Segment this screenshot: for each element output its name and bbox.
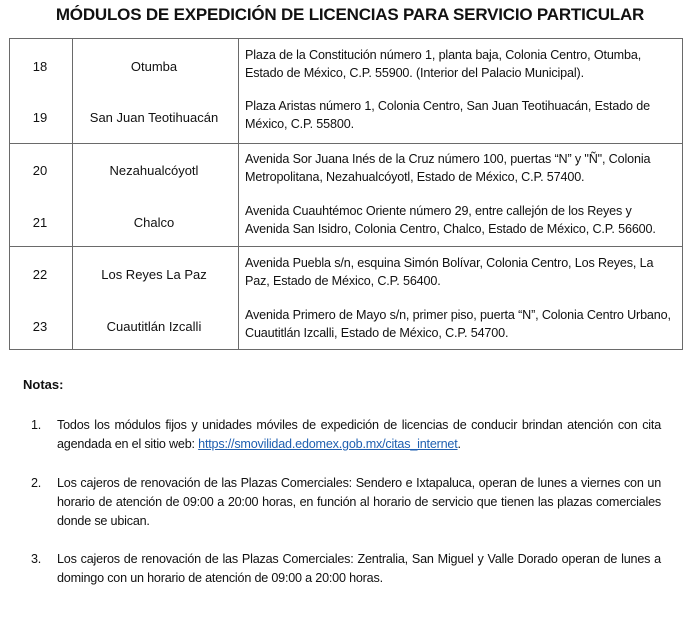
citas-link[interactable]: https://smovilidad.edomex.gob.mx/citas_internet: [198, 437, 458, 451]
note-number: 1.: [31, 418, 42, 432]
module-address: Plaza de la Constitución número 1, planta baja, Colonia Centro, Otumba, Estado de México, C.P. 55900. (Interior del Palacio Municipal).: [245, 48, 642, 80]
module-address: Avenida Puebla s/n, esquina Simón Bolívar, Colonia Centro, Los Reyes, La Paz, Estado de México, C.P. 56400.: [245, 256, 654, 288]
note-number: 3.: [31, 552, 42, 566]
table-row: [9, 248, 683, 300]
note-text-part: Todos los módulos fijos y unidades móviles de expedición de licencias de conducir brindan atención con cita agendada en el sitio web:: [57, 418, 661, 451]
module-number: 21: [32, 214, 48, 230]
note-number: 2.: [31, 476, 42, 490]
table-row: [9, 144, 683, 196]
municipality-name: Chalco: [133, 214, 175, 230]
note-item: [31, 474, 661, 531]
module-address: Avenida Sor Juana Inés de la Cruz número 100, puertas “N” y "Ñ", Colonia Metropolitana, Nezahualcóyotl, Estado de México, C.P. 57400.: [245, 152, 651, 184]
document-title: MÓDULOS DE EXPEDICIÓN DE LICENCIAS PARA SERVICIO PARTICULAR: [55, 5, 645, 24]
note-item: [31, 550, 661, 588]
module-number: 23: [32, 318, 48, 334]
note-text-part: .: [457, 437, 461, 451]
note-text: Los cajeros de renovación de las Plazas Comerciales: Zentralia, San Miguel y Valle Dorado operan de lunes a domingo con un horario de atención de 09:00 a 20:00 horas.: [57, 552, 661, 585]
table-row: [9, 91, 683, 143]
table-row: [9, 196, 683, 248]
municipality-name: Los Reyes La Paz: [101, 266, 207, 282]
table-row: [9, 40, 683, 92]
table-row: [9, 300, 683, 352]
module-number: 22: [32, 266, 48, 282]
municipality-name: Cuautitlán Izcalli: [106, 318, 202, 334]
module-address: Avenida Primero de Mayo s/n, primer piso, puerta “N”, Colonia Centro Urbano, Cuautitlán Izcalli, Estado de México, C.P. 54700.: [245, 308, 671, 340]
note-text: Los cajeros de renovación de las Plazas Comerciales: Sendero e Ixtapaluca, operan de lunes a viernes con un horario de atención de 09:00 a 20:00 horas, en función al horario de servicio que tienen las plazas comerciales donde se ubican.: [57, 476, 661, 528]
notes-heading: Notas:: [23, 377, 64, 392]
module-address: Avenida Cuauhtémoc Oriente número 29, entre callejón de los Reyes y Avenida San Isidro, Colonia Centro, Chalco, Estado de México, C.P. 56600.: [245, 204, 656, 236]
module-number: 19: [32, 109, 48, 125]
municipality-name: Nezahualcóyotl: [109, 162, 199, 178]
module-number: 18: [32, 58, 48, 74]
modules-table: [9, 38, 685, 350]
municipality-name: San Juan Teotihuacán: [89, 109, 219, 125]
municipality-name: Otumba: [130, 58, 178, 74]
note-item: [31, 416, 661, 454]
note-text: [57, 416, 661, 454]
module-address: Plaza Aristas número 1, Colonia Centro, San Juan Teotihuacán, Estado de México, C.P. 55800.: [245, 99, 650, 131]
module-number: 20: [32, 162, 48, 178]
